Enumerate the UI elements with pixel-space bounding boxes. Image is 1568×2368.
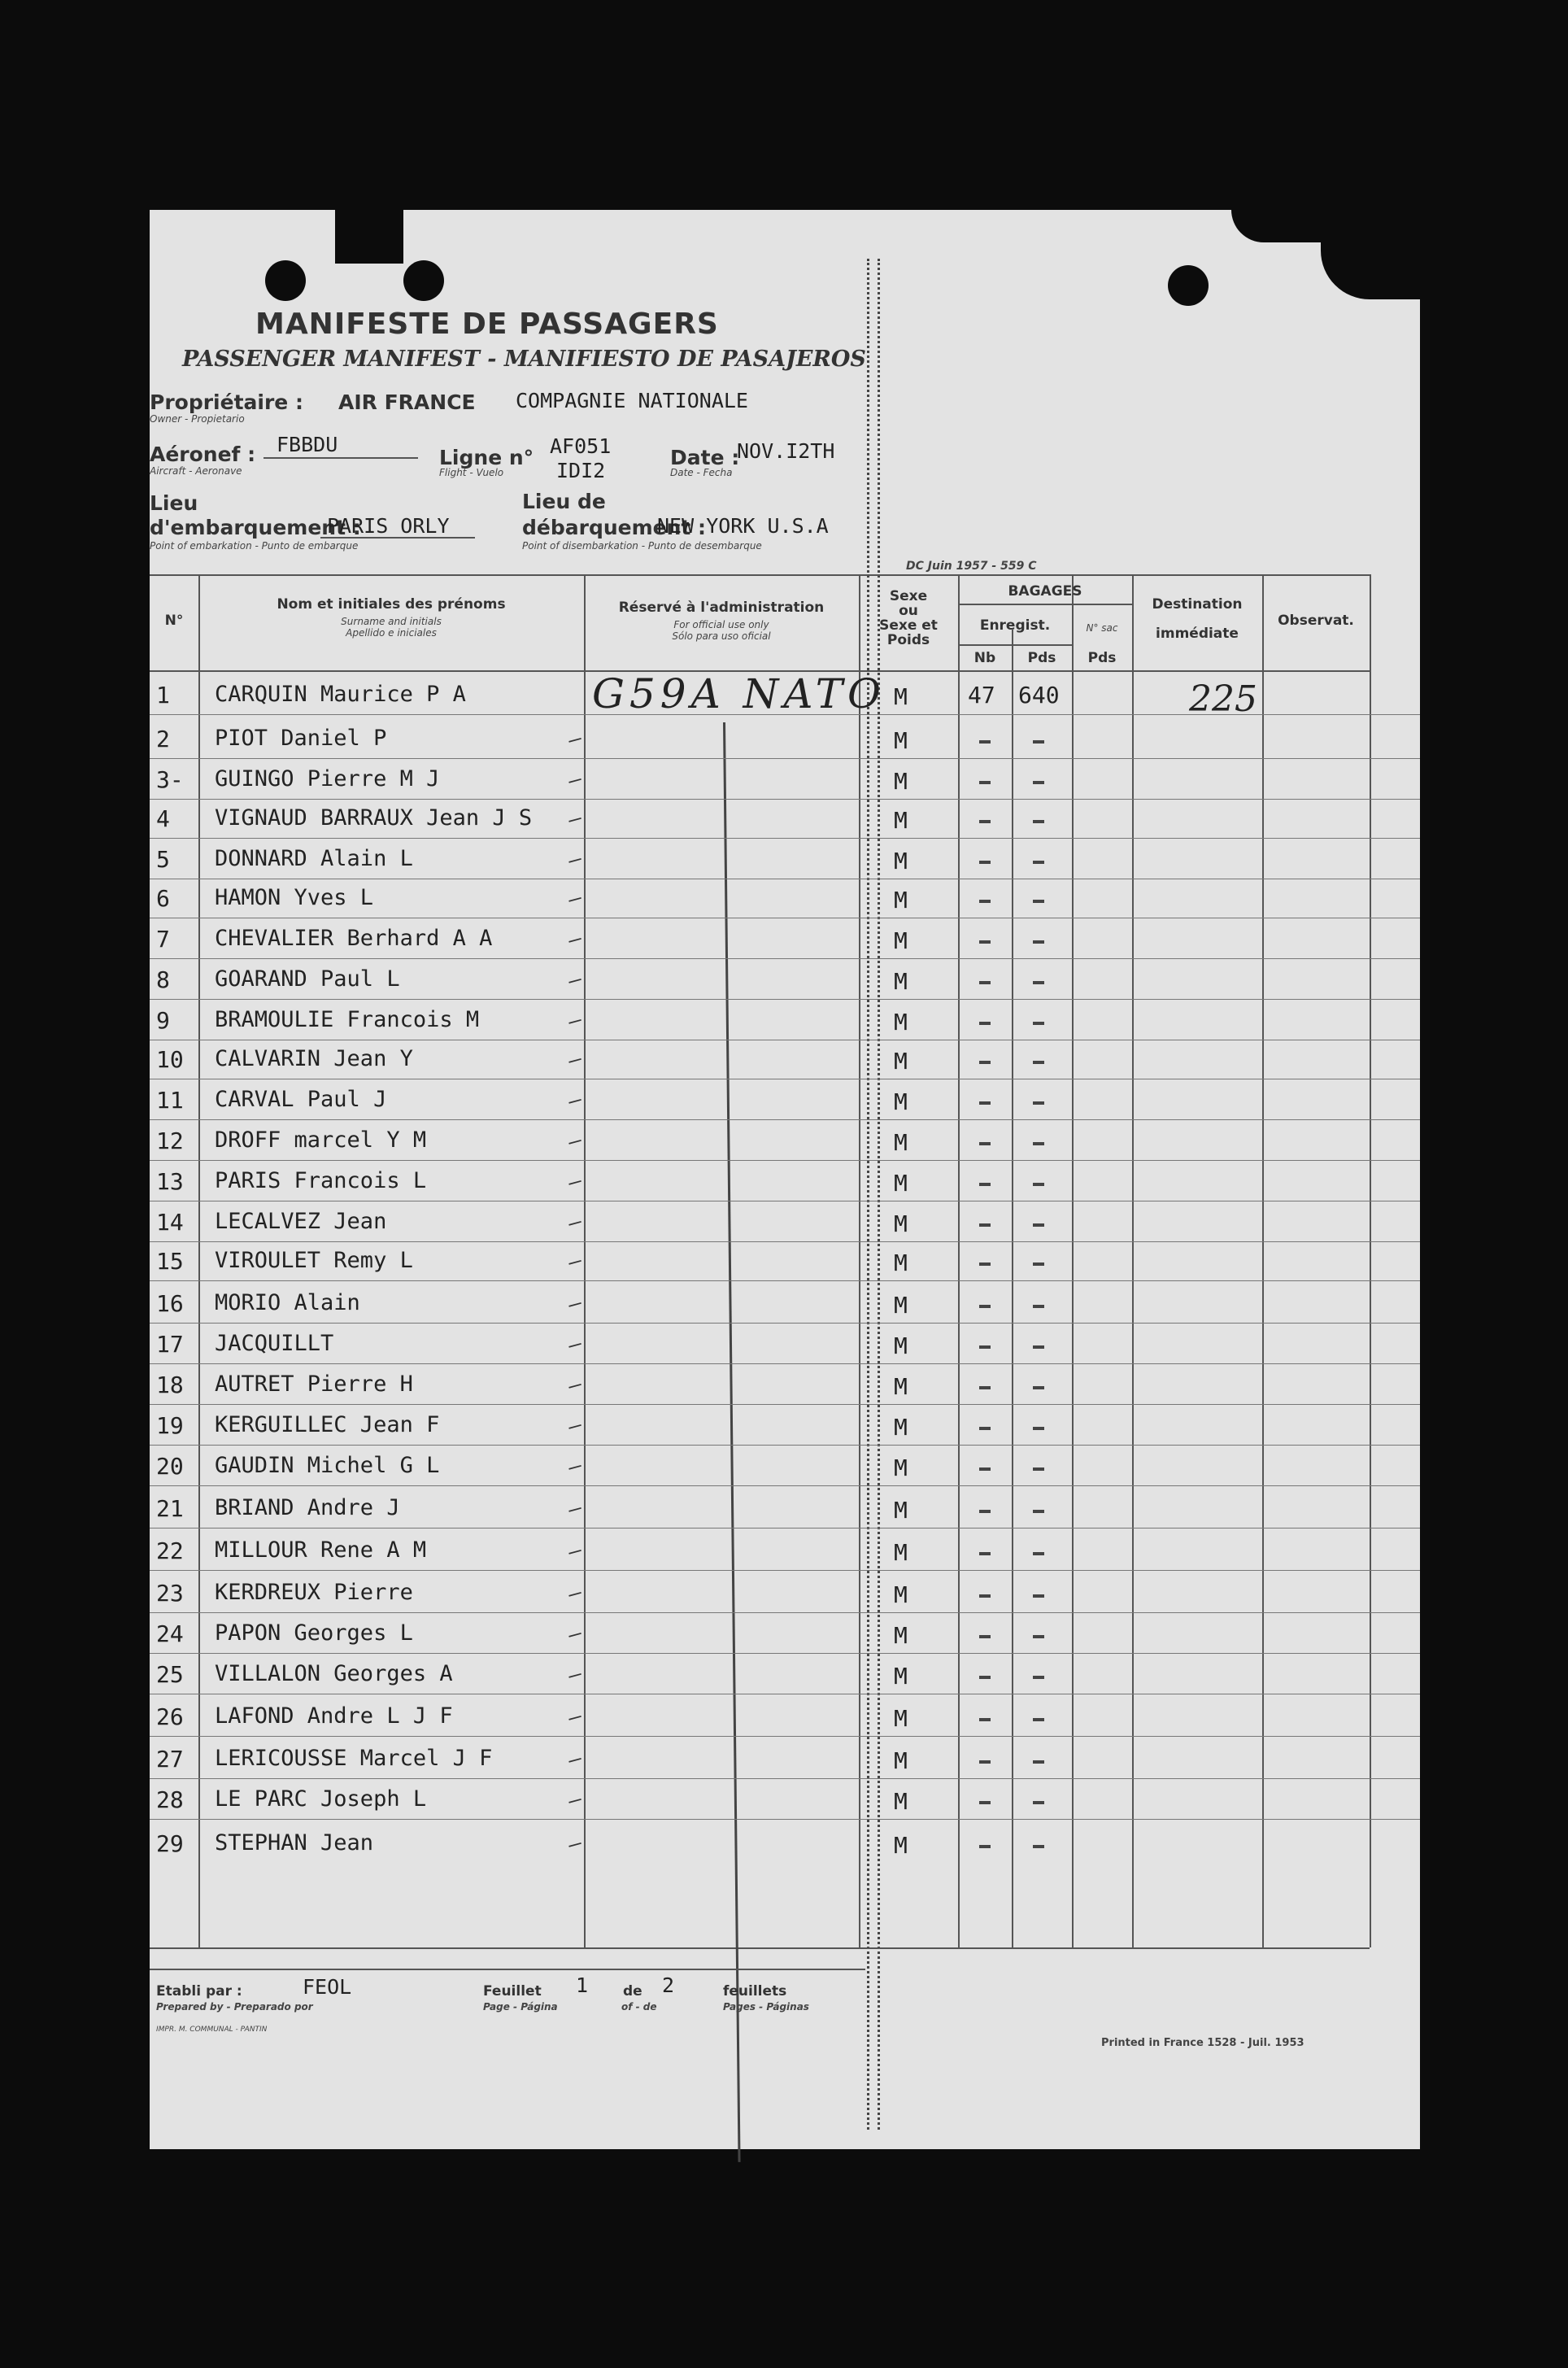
passenger-sex: M xyxy=(894,1497,908,1524)
check-mark-icon: — xyxy=(565,926,585,953)
baggage-weight-dash xyxy=(1033,1718,1044,1721)
baggage-weight-dash xyxy=(1033,1427,1044,1430)
check-mark-icon: — xyxy=(565,1703,585,1731)
passenger-row xyxy=(150,1484,1420,1529)
disembark-sublabel: Point of disembarkation - Punto de desembarque xyxy=(522,540,762,552)
baggage-weight-dash xyxy=(1033,900,1044,903)
punch-hole-right xyxy=(1168,265,1209,306)
passenger-name: BRIAND Andre J xyxy=(215,1495,400,1520)
check-mark-icon: — xyxy=(565,1127,585,1155)
col-header-no: N° xyxy=(164,613,184,629)
passenger-name: LECALVEZ Jean xyxy=(215,1209,387,1234)
baggage-count-dash xyxy=(979,1262,991,1266)
passenger-number: 26 xyxy=(156,1703,184,1730)
baggage-weight-dash xyxy=(1033,861,1044,864)
passenger-name: MILLOUR Rene A M xyxy=(215,1537,427,1563)
sheet-label: Feuillet xyxy=(483,1983,542,1999)
baggage-weight-dash xyxy=(1033,1552,1044,1555)
embark-label-a: Lieu xyxy=(150,491,198,515)
form-code: DC Juin 1957 - 559 C xyxy=(906,560,1037,573)
baggage-count-dash xyxy=(979,1552,991,1555)
passenger-number: 20 xyxy=(156,1453,184,1480)
passenger-number: 11 xyxy=(156,1087,184,1114)
passenger-name: CARVAL Paul J xyxy=(215,1087,387,1112)
aircraft-underline xyxy=(264,457,418,459)
passenger-sex: M xyxy=(894,1292,908,1319)
check-mark-icon: — xyxy=(565,1331,585,1358)
col-header-observ: Observat. xyxy=(1278,613,1354,629)
passenger-name: DROFF marcel Y M xyxy=(215,1127,427,1153)
baggage-count-dash xyxy=(979,1467,991,1471)
baggage-weight-dash xyxy=(1033,1467,1044,1471)
passenger-row xyxy=(150,1568,1420,1613)
col-header-name: Nom et initiales des prénoms xyxy=(277,596,506,613)
col-header-bagages: BAGAGES xyxy=(1008,583,1082,600)
passenger-name: HAMON Yves L xyxy=(215,885,374,910)
passenger-number: 7 xyxy=(156,926,170,953)
baggage-count-dash xyxy=(979,781,991,784)
disembark-value: NEW YORK U.S.A xyxy=(657,514,829,538)
passenger-row xyxy=(150,1692,1420,1737)
table-bottom-border xyxy=(150,1947,1370,1949)
col-header-name-sub1: Surname and initials xyxy=(341,616,442,627)
passenger-row xyxy=(150,1197,1420,1242)
disembark-label-a: Lieu de xyxy=(522,490,606,513)
check-mark-icon: — xyxy=(565,1786,585,1814)
passenger-number: 1 xyxy=(156,682,170,709)
table-top-border xyxy=(150,574,1370,576)
passenger-name: VIROULET Remy L xyxy=(215,1248,413,1273)
passenger-number: 28 xyxy=(156,1786,184,1813)
manifest-sheet xyxy=(150,210,1420,2149)
sheet-value: 1 xyxy=(576,1973,589,1997)
baggage-weight-dash xyxy=(1033,820,1044,823)
baggage-weight-dash xyxy=(1033,740,1044,744)
baggage-count-dash xyxy=(979,1676,991,1679)
check-mark-icon: — xyxy=(565,766,585,794)
baggage-weight-dash xyxy=(1033,1223,1044,1227)
check-mark-icon: — xyxy=(565,1746,585,1773)
col-header-pds: Pds xyxy=(1027,650,1056,666)
punch-hole-left-b xyxy=(403,260,444,301)
passenger-name: STEPHAN Jean xyxy=(215,1830,374,1856)
passenger-number: 13 xyxy=(156,1168,184,1195)
baggage-count-dash xyxy=(979,1386,991,1389)
passenger-number: 6 xyxy=(156,885,170,912)
passenger-row xyxy=(150,1441,1420,1486)
passenger-name: CHEVALIER Berhard A A xyxy=(215,926,493,951)
passenger-row xyxy=(150,955,1420,1000)
baggage-count-dash xyxy=(979,1760,991,1764)
baggage-weight-dash xyxy=(1033,1061,1044,1064)
passenger-name: GUINGO Pierre M J xyxy=(215,766,440,792)
date-label: Date : xyxy=(670,446,740,469)
paper-tear-top xyxy=(335,210,403,264)
passenger-row xyxy=(150,1035,1420,1079)
prepared-sublabel: Prepared by - Preparado por xyxy=(156,2001,313,2013)
baggage-count-dash xyxy=(979,740,991,744)
passenger-sex: M xyxy=(894,683,908,710)
passenger-row xyxy=(150,1734,1420,1779)
check-mark-icon: — xyxy=(565,726,585,753)
baggage-weight-dash xyxy=(1033,1760,1044,1764)
passenger-row xyxy=(150,914,1420,959)
baggage-count-dash xyxy=(979,1427,991,1430)
passenger-sex: M xyxy=(894,1088,908,1115)
passenger-row xyxy=(150,1075,1420,1120)
col-header-sex-b: ou xyxy=(899,603,918,619)
check-mark-icon: — xyxy=(565,1537,585,1565)
baggage-weight-dash xyxy=(1033,781,1044,784)
passenger-number: 14 xyxy=(156,1209,184,1236)
passenger-sex: M xyxy=(894,1373,908,1400)
passenger-number: 19 xyxy=(156,1412,184,1439)
passenger-sex: M xyxy=(894,1581,908,1608)
date-sublabel: Date - Fecha xyxy=(670,467,733,478)
sheet-sublabel: Page - Página xyxy=(483,2001,558,2013)
passenger-row xyxy=(150,670,1420,715)
prepared-value: FEOL xyxy=(303,1975,352,1999)
passenger-sex: M xyxy=(894,1048,908,1075)
passenger-row xyxy=(150,755,1420,800)
col-header-pds2: Pds xyxy=(1087,650,1117,666)
baggage-weight-dash xyxy=(1033,1594,1044,1598)
passenger-number: 17 xyxy=(156,1331,184,1358)
passenger-number: 15 xyxy=(156,1248,184,1275)
passenger-number: 23 xyxy=(156,1580,184,1607)
check-mark-icon: — xyxy=(565,966,585,994)
baggage-count: 47 xyxy=(968,682,995,709)
baggage-count-dash xyxy=(979,940,991,944)
baggage-count-dash xyxy=(979,1845,991,1848)
check-mark-icon: — xyxy=(565,1007,585,1035)
passenger-number: 10 xyxy=(156,1046,184,1073)
baggage-weight-dash xyxy=(1033,1635,1044,1638)
passenger-sex: M xyxy=(894,1454,908,1481)
passenger-row xyxy=(150,1650,1420,1694)
footer-top-line xyxy=(150,1969,865,1970)
embark-sublabel: Point of embarkation - Punto de embarque xyxy=(150,540,359,552)
bagages-line xyxy=(958,604,1132,605)
owner-value-a: AIR FRANCE xyxy=(338,390,476,414)
passenger-sex: M xyxy=(894,1622,908,1649)
passenger-row xyxy=(150,835,1420,879)
check-mark-icon: — xyxy=(565,1620,585,1648)
passenger-name: LERICOUSSE Marcel J F xyxy=(215,1746,493,1771)
check-mark-icon: — xyxy=(565,1372,585,1399)
col-header-name-sub2: Apellido e iniciales xyxy=(346,627,437,639)
passenger-name: CALVARIN Jean Y xyxy=(215,1046,413,1071)
check-mark-icon: — xyxy=(565,1830,585,1858)
passenger-row xyxy=(150,714,1420,759)
col-header-enreg: Enregist. xyxy=(979,617,1051,634)
passenger-number: 4 xyxy=(156,805,170,832)
passenger-number: 21 xyxy=(156,1495,184,1522)
passenger-sex: M xyxy=(894,1705,908,1732)
baggage-count-dash xyxy=(979,1510,991,1513)
pages-sublabel: Pages - Páginas xyxy=(723,2001,809,2013)
passenger-row xyxy=(150,1819,1420,1863)
passenger-sex: M xyxy=(894,1210,908,1237)
passenger-row xyxy=(150,1609,1420,1654)
baggage-count-dash xyxy=(979,1142,991,1145)
embark-value: PARIS ORLY xyxy=(327,514,450,538)
passenger-row xyxy=(150,1279,1420,1324)
col-header-nb: Nb xyxy=(973,650,996,666)
check-mark-icon: — xyxy=(565,846,585,874)
baggage-weight-dash xyxy=(1033,1305,1044,1308)
flight-value: AF051 xyxy=(550,434,612,458)
passenger-row xyxy=(150,1116,1420,1161)
passenger-name: GAUDIN Michel G L xyxy=(215,1453,440,1478)
passenger-sex: M xyxy=(894,1332,908,1359)
passenger-sex: M xyxy=(894,1747,908,1774)
baggage-count-dash xyxy=(979,1061,991,1064)
baggage-weight-dash xyxy=(1033,1022,1044,1025)
passenger-number: 16 xyxy=(156,1290,184,1317)
passenger-number: 5 xyxy=(156,846,170,873)
baggage-count-dash xyxy=(979,1718,991,1721)
passenger-sex: M xyxy=(894,848,908,874)
col-header-sex-d: Poids xyxy=(886,632,930,648)
baggage-weight-dash xyxy=(1033,1142,1044,1145)
passenger-number: 27 xyxy=(156,1746,184,1773)
baggage-count-dash xyxy=(979,1345,991,1349)
passenger-number: 3- xyxy=(156,766,184,793)
passenger-number: 25 xyxy=(156,1661,184,1688)
passenger-name: DONNARD Alain L xyxy=(215,846,413,871)
passenger-row xyxy=(150,1526,1420,1571)
flight-value-2: IDI2 xyxy=(556,459,606,482)
passenger-sex: M xyxy=(894,968,908,995)
col-header-nsac: N° sac xyxy=(1086,622,1118,634)
check-mark-icon: — xyxy=(565,1248,585,1276)
col-header-dest-b: immédiate xyxy=(1156,626,1239,642)
flight-label: Ligne n° xyxy=(439,446,534,469)
paper-tear-right-b xyxy=(1321,210,1420,299)
check-mark-icon: — xyxy=(565,1661,585,1689)
passenger-sex: M xyxy=(894,887,908,914)
passenger-sex: M xyxy=(894,1009,908,1036)
passenger-sex: M xyxy=(894,1414,908,1441)
passenger-name: MORIO Alain xyxy=(215,1290,360,1315)
destination-handwritten: 225 xyxy=(1189,678,1257,720)
check-mark-icon: — xyxy=(565,1495,585,1523)
col-header-sex-c: Sexe et xyxy=(879,617,938,634)
baggage-count-dash xyxy=(979,1594,991,1598)
check-mark-icon: — xyxy=(565,1412,585,1440)
baggage-weight-dash xyxy=(1033,1845,1044,1848)
baggage-count-dash xyxy=(979,1635,991,1638)
passenger-sex: M xyxy=(894,1663,908,1690)
passenger-sex: M xyxy=(894,1170,908,1197)
passenger-sex: M xyxy=(894,768,908,795)
baggage-weight-dash xyxy=(1033,1510,1044,1513)
of-label: de xyxy=(623,1983,642,1999)
passenger-row xyxy=(150,1157,1420,1201)
baggage-count-dash xyxy=(979,981,991,984)
punch-hole-left-a xyxy=(265,260,306,301)
passenger-number: 2 xyxy=(156,726,170,752)
passenger-name: CARQUIN Maurice P A xyxy=(215,682,466,707)
date-value: NOV.I2TH xyxy=(737,439,835,463)
passenger-number: 9 xyxy=(156,1007,170,1034)
passenger-number: 12 xyxy=(156,1127,184,1154)
passenger-sex: M xyxy=(894,927,908,954)
check-mark-icon: — xyxy=(565,1087,585,1114)
col-header-admin-sub2: Sólo para uso oficial xyxy=(672,630,771,642)
baggage-count-dash xyxy=(979,1022,991,1025)
pages-label: feuillets xyxy=(723,1983,787,1999)
printer-note: IMPR. M. COMMUNAL - PANTIN xyxy=(156,2026,268,2034)
col-header-dest-a: Destination xyxy=(1152,596,1243,613)
passenger-name: LE PARC Joseph L xyxy=(215,1786,427,1812)
passenger-name: KERGUILLEC Jean F xyxy=(215,1412,440,1437)
passenger-name: VILLALON Georges A xyxy=(215,1661,453,1686)
baggage-weight-dash xyxy=(1033,1345,1044,1349)
passenger-sex: M xyxy=(894,1539,908,1566)
passenger-row xyxy=(150,1401,1420,1446)
passenger-row xyxy=(150,1775,1420,1820)
passenger-sex: M xyxy=(894,807,908,834)
passenger-number: 24 xyxy=(156,1620,184,1647)
manifest-subtitle: PASSENGER MANIFEST - MANIFIESTO DE PASAJEROS xyxy=(182,347,866,372)
passenger-name: PARIS Francois L xyxy=(215,1168,427,1193)
check-mark-icon: — xyxy=(565,1453,585,1481)
baggage-weight-dash xyxy=(1033,981,1044,984)
passenger-sex: M xyxy=(894,1129,908,1156)
baggage-count-dash xyxy=(979,820,991,823)
passenger-name: LAFOND Andre L J F xyxy=(215,1703,453,1729)
passenger-sex: M xyxy=(894,1249,908,1276)
check-mark-icon: — xyxy=(565,1290,585,1318)
passenger-sex: M xyxy=(894,1832,908,1859)
passenger-number: 29 xyxy=(156,1830,184,1857)
passenger-number: 8 xyxy=(156,966,170,993)
passenger-name: BRAMOULIE Francois M xyxy=(215,1007,480,1032)
col-header-admin-sub1: For official use only xyxy=(673,619,769,630)
embark-label-b: d'embarquement : xyxy=(150,516,361,539)
passenger-row xyxy=(150,996,1420,1040)
baggage-count-dash xyxy=(979,1101,991,1105)
manifest-title: MANIFESTE DE PASSAGERS xyxy=(255,307,719,341)
passenger-name: VIGNAUD BARRAUX Jean J S xyxy=(215,805,533,831)
passenger-row xyxy=(150,1360,1420,1405)
baggage-weight-dash xyxy=(1033,1801,1044,1804)
passenger-row xyxy=(150,874,1420,918)
baggage-count-dash xyxy=(979,1183,991,1186)
owner-sublabel: Owner - Propietario xyxy=(150,413,245,425)
baggage-weight-dash xyxy=(1033,1262,1044,1266)
flight-sublabel: Flight - Vuelo xyxy=(439,467,504,478)
passenger-number: 22 xyxy=(156,1537,184,1564)
passenger-name: GOARAND Paul L xyxy=(215,966,400,992)
passenger-row xyxy=(150,1319,1420,1364)
passenger-name: PAPON Georges L xyxy=(215,1620,413,1646)
of-value: 2 xyxy=(662,1973,675,1997)
aircraft-label: Aéronef : xyxy=(150,443,256,466)
owner-value-b: COMPAGNIE NATIONALE xyxy=(516,389,748,412)
col-header-sex-a: Sexe xyxy=(889,588,928,604)
baggage-weight-dash xyxy=(1033,1101,1044,1105)
enreg-line xyxy=(958,644,1072,646)
baggage-weight-dash xyxy=(1033,1183,1044,1186)
baggage-weight-dash xyxy=(1033,940,1044,944)
baggage-count-dash xyxy=(979,900,991,903)
baggage-weight-dash xyxy=(1033,1676,1044,1679)
embark-underline xyxy=(320,537,475,539)
admin-handwritten-note: G59A NATO xyxy=(592,670,886,717)
baggage-count-dash xyxy=(979,1801,991,1804)
baggage-weight-dash xyxy=(1033,1386,1044,1389)
check-mark-icon: — xyxy=(565,885,585,913)
aircraft-sublabel: Aircraft - Aeronave xyxy=(150,465,242,477)
check-mark-icon: — xyxy=(565,1168,585,1196)
passenger-name: PIOT Daniel P xyxy=(215,726,387,751)
check-mark-icon: — xyxy=(565,805,585,833)
aircraft-value: FBBDU xyxy=(277,433,338,456)
passenger-name: AUTRET Pierre H xyxy=(215,1372,413,1397)
check-mark-icon: — xyxy=(565,1209,585,1236)
printed-note: Printed in France 1528 - Juil. 1953 xyxy=(1101,2037,1304,2049)
baggage-count-dash xyxy=(979,861,991,864)
prepared-label: Etabli par : xyxy=(156,1983,242,1999)
col-header-admin: Réservé à l'administration xyxy=(618,600,825,616)
disembark-label-b: débarquement : xyxy=(522,516,707,539)
passenger-sex: M xyxy=(894,727,908,754)
passenger-sex: M xyxy=(894,1788,908,1815)
passenger-number: 18 xyxy=(156,1372,184,1398)
passenger-row xyxy=(150,1236,1420,1281)
check-mark-icon: — xyxy=(565,1580,585,1607)
of-sublabel: of - de xyxy=(621,2001,657,2013)
baggage-count-dash xyxy=(979,1305,991,1308)
passenger-name: JACQUILLT xyxy=(215,1331,334,1356)
passenger-name: KERDREUX Pierre xyxy=(215,1580,413,1605)
baggage-count-dash xyxy=(979,1223,991,1227)
passenger-row xyxy=(150,794,1420,839)
check-mark-icon: — xyxy=(565,1046,585,1074)
owner-label: Propriétaire : xyxy=(150,390,303,414)
baggage-weight: 640 xyxy=(1018,682,1060,709)
